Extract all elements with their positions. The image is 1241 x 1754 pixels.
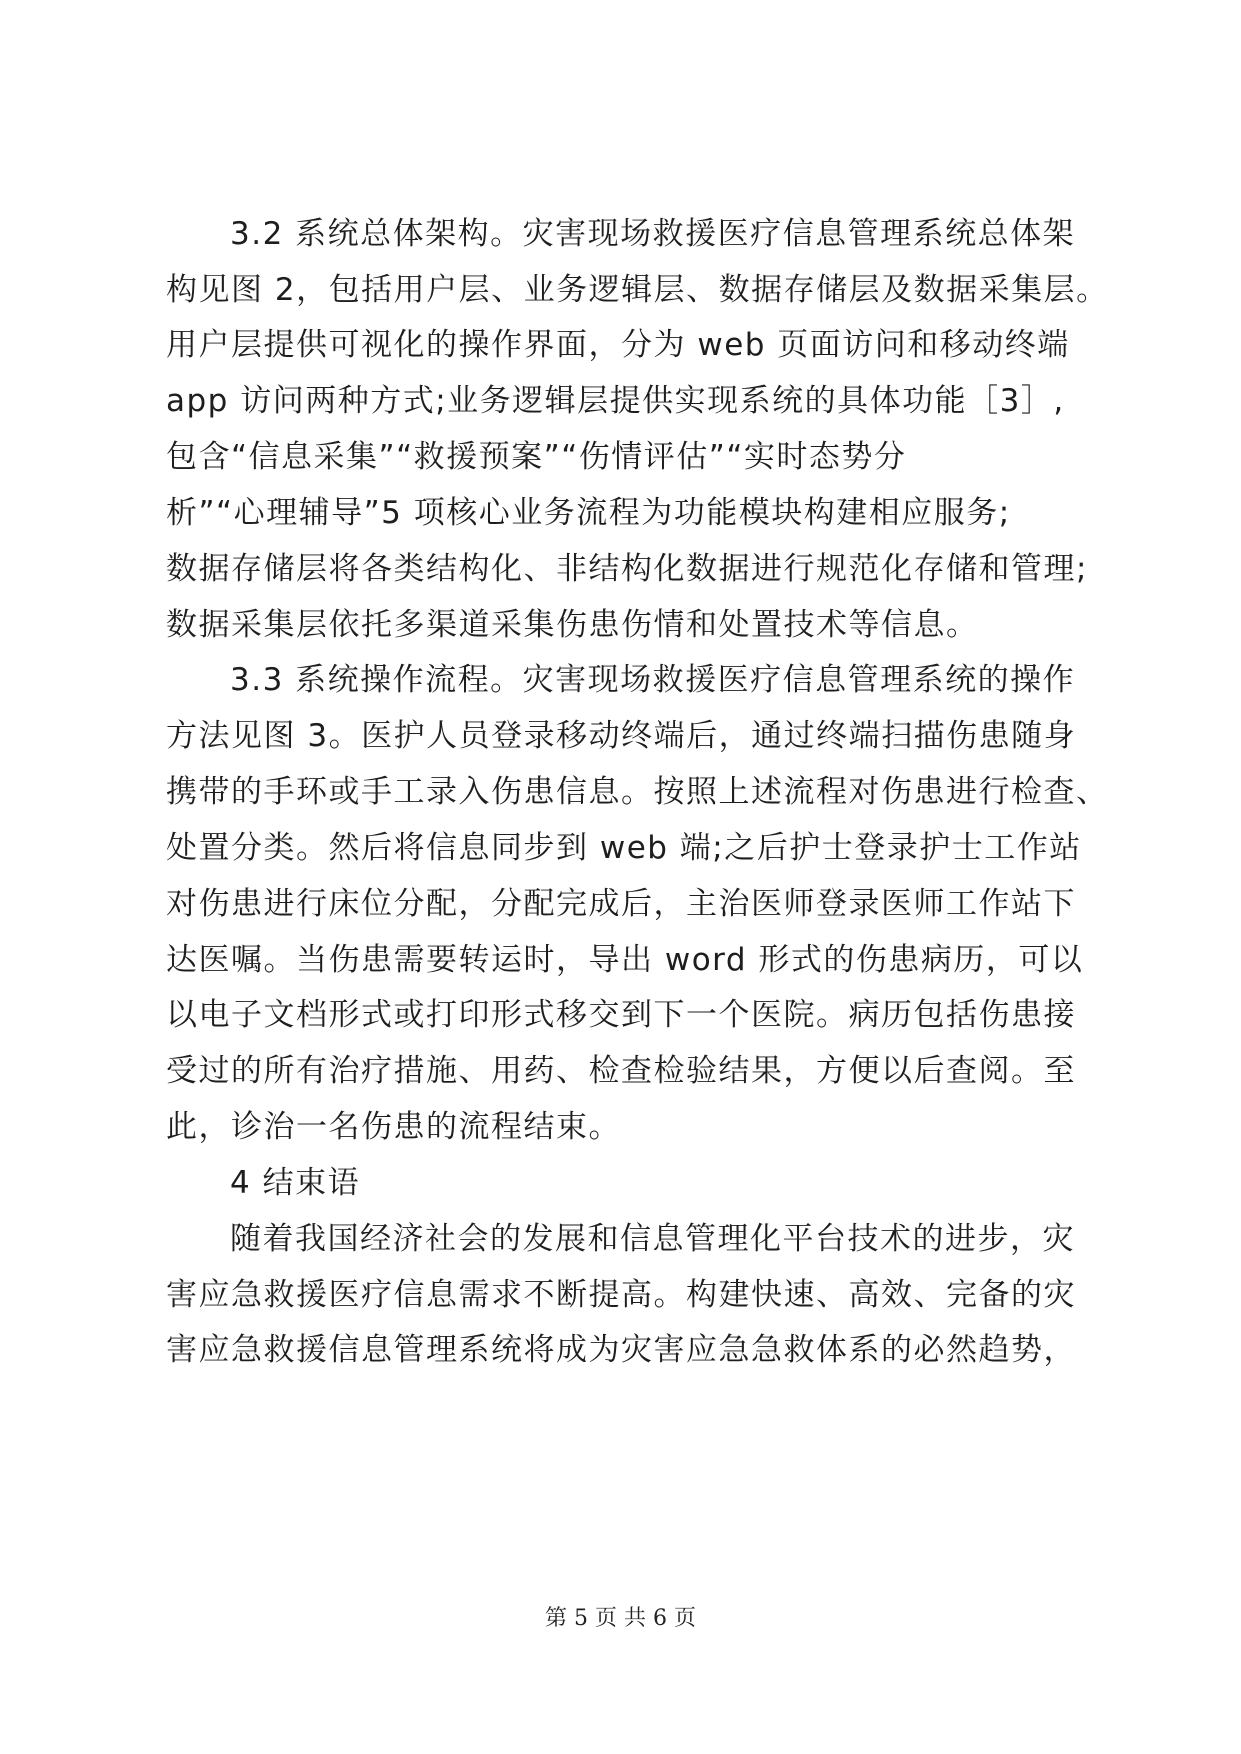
text-line: 用户层提供可视化的操作界面，分为 web 页面访问和移动终端 — [166, 327, 1070, 363]
page-footer: 第 5 页 共 6 页 — [545, 1606, 696, 1631]
text-line: 处置分类。然后将信息同步到 web 端;之后护士登录护士工作站 — [166, 830, 1082, 866]
text-line: 数据存储层将各类结构化、非结构化数据进行规范化存储和管理; — [166, 551, 1088, 587]
text-line: 达医嘱。当伤患需要转运时，导出 word 形式的伤患病历，可以 — [166, 942, 1084, 978]
text-line: 以电子文档形式或打印形式移交到下一个医院。病历包括伤患接 — [166, 997, 1076, 1033]
text-line: app 访问两种方式;业务逻辑层提供实现系统的具体功能［3］, — [166, 383, 1065, 419]
text-line: 携带的手环或手工录入伤患信息。按照上述流程对伤患进行检查、 — [166, 774, 1109, 810]
text-line: 受过的所有治疗措施、用药、检查检验结果，方便以后查阅。至 — [166, 1053, 1076, 1089]
text-line: 3.2 系统总体架构。灾害现场救援医疗信息管理系统总体架 — [230, 216, 1076, 252]
text-line: 方法见图 3。医护人员登录移动终端后，通过终端扫描伤患随身 — [166, 718, 1077, 754]
text-line: 构见图 2，包括用户层、业务逻辑层、数据存储层及数据采集层。 — [166, 272, 1109, 308]
text-line: 包含“信息采集”“救援预案”“伤情评估”“实时态势分 — [166, 439, 907, 475]
text-line: 3.3 系统操作流程。灾害现场救援医疗信息管理系统的操作 — [230, 662, 1076, 698]
text-line: 数据采集层依托多渠道采集伤患伤情和处置技术等信息。 — [166, 607, 979, 643]
text-line: 害应急救援医疗信息需求不断提高。构建快速、高效、完备的灾 — [166, 1277, 1076, 1313]
text-line: 随着我国经济社会的发展和信息管理化平台技术的进步，灾 — [230, 1221, 1075, 1257]
section-heading: 4 结束语 — [230, 1165, 361, 1201]
text-line: 害应急救援信息管理系统将成为灾害应急急救体系的必然趋势， — [166, 1332, 1076, 1368]
text-line: 析”“心理辅导”5 项核心业务流程为功能模块构建相应服务; — [166, 495, 1011, 531]
text-line: 对伤患进行床位分配，分配完成后，主治医师登录医师工作站下 — [166, 886, 1076, 922]
text-line: 此，诊治一名伤患的流程结束。 — [166, 1109, 621, 1145]
